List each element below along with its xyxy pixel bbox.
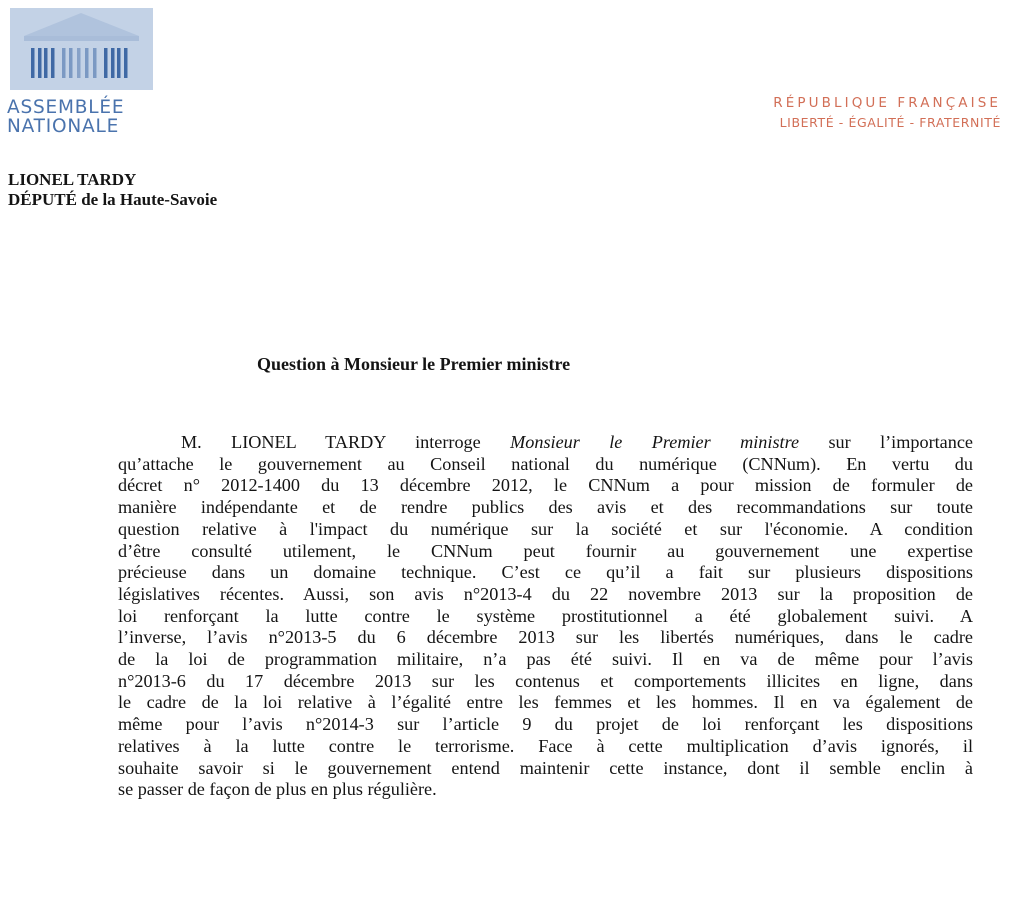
intro-addressee: Monsieur le Premier ministre: [510, 432, 800, 452]
logo-wordmark: [7, 98, 124, 136]
paragraph-line: souhaite savoir si le gouvernement entend maintenir cette instance, dont il semble enclin à: [118, 757, 973, 778]
deputy-name: LIONEL TARDY: [8, 170, 137, 189]
deputy-role: DÉPUTÉ de la Haute-Savoie: [8, 190, 218, 209]
paragraph-line: législatives récentes. Aussi, son avis n°2013-4 du 22 novembre 2013 sur la proposition de: [118, 583, 973, 604]
paragraph-line: se passer de façon de plus en plus régulière.: [118, 779, 437, 800]
intro-name: M. LIONEL TARDY interroge: [181, 432, 511, 452]
republic-motto: LIBERTÉ - ÉGALITÉ - FRATERNITÉ: [779, 115, 1001, 130]
intro-rest: sur l’importance: [799, 432, 973, 452]
paragraph-line: n°2013-6 du 17 décembre 2013 sur les contenus et comportements illicites en ligne, dans: [118, 670, 973, 691]
paragraph-line: précieuse dans un domaine technique. C’est ce qu’il a fait sur plusieurs dispositions: [118, 562, 973, 583]
parliament-colonnade-icon: [10, 8, 153, 90]
republic-heading: [773, 93, 1001, 132]
paragraph-line: relatives à la lutte contre le terrorisme. Face à cette multiplication d’avis ignorés, il: [118, 735, 973, 756]
paragraph-line: question relative à l'impact du numérique sur la société et sur l'économie. A condition: [118, 518, 973, 539]
paragraph-line: loi renforçant la lutte contre le système prostitutionnel a été globalement suivi. A: [118, 605, 973, 626]
paragraph-line: le cadre de la loi relative à l’égalité entre les femmes et les hommes. Il en va également de: [118, 692, 973, 713]
logo-line-2: NATIONALE: [7, 116, 120, 137]
paragraph-line: l’inverse, l’avis n°2013-5 du 6 décembre 2013 sur les libertés numériques, dans le cadre: [118, 627, 973, 648]
paragraph-line: [118, 432, 973, 454]
paragraph-line: décret n° 2012-1400 du 13 décembre 2012, le CNNum a pour mission de formuler de: [118, 475, 973, 496]
logo-line-1: ASSEMBLÉE: [7, 97, 125, 118]
question-body: [118, 432, 973, 801]
paragraph-line: manière indépendante et de rendre publics des avis et des recommandations sur toute: [118, 497, 973, 518]
paragraph-line: de la loi de programmation militaire, n’a pas été suivi. Il en va de même pour l’avis: [118, 649, 973, 670]
paragraph-line: qu’attache le gouvernement au Conseil national du numérique (CNNum). En vertu du: [118, 453, 973, 474]
republic-title: RÉPUBLIQUE FRANÇAISE: [773, 95, 1001, 111]
question-title: Question à Monsieur le Premier ministre: [257, 354, 571, 374]
deputy-block: [8, 170, 217, 210]
paragraph-line: même pour l’avis n°2014-3 sur l’article 9 du projet de loi renforçant les dispositions: [118, 714, 973, 735]
paragraph-line: d’être consulté utilement, le CNNum peut fournir au gouvernement une expertise: [118, 540, 973, 561]
